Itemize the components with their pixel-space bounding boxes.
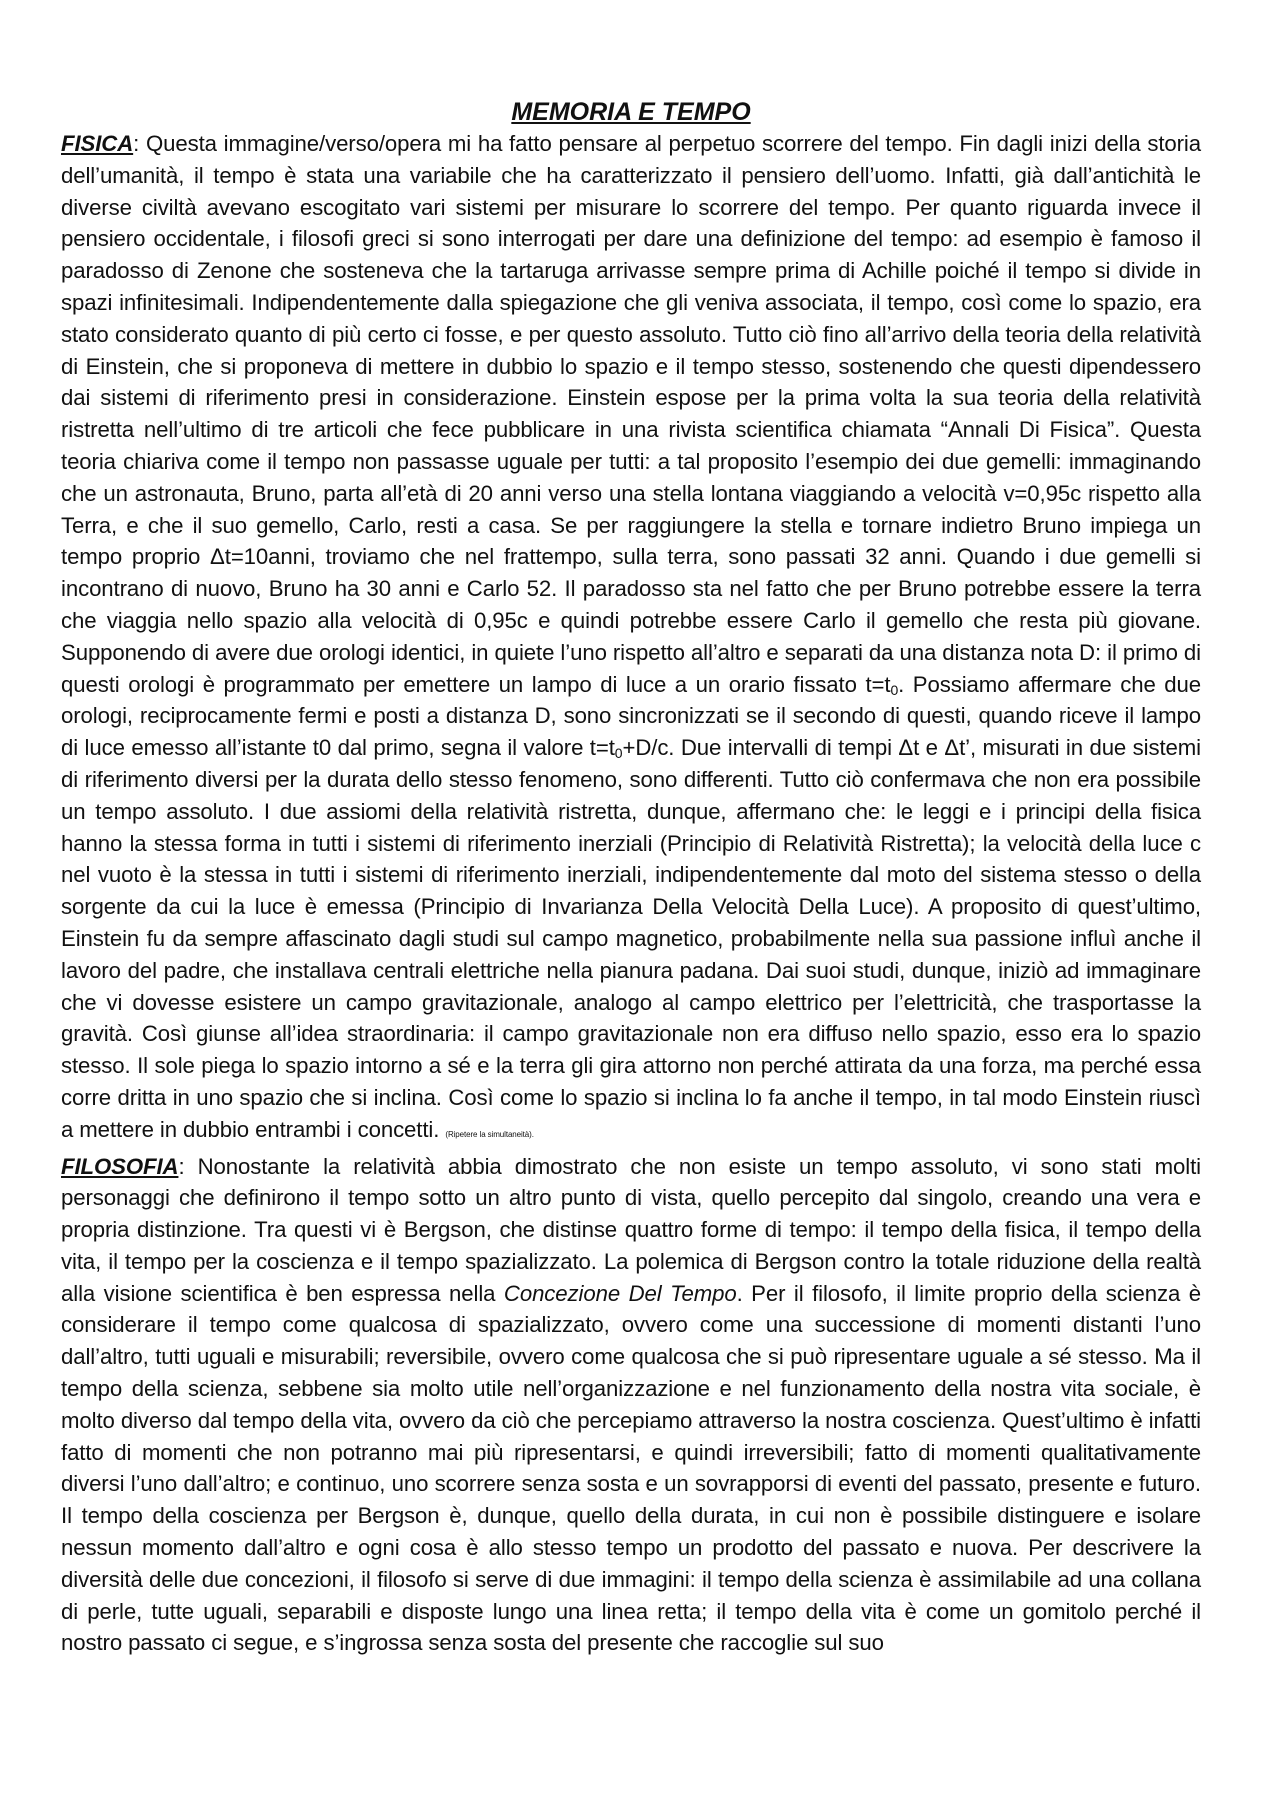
filosofia-text-part-2: . Per il filosofo, il limite proprio della scienza è considerare il tempo come qualcosa di spazializzato, ovvero come una successione di momenti distanti l’uno dall’altro, tutti uguali e misurabili; reversibile, ovvero come qualcosa che si può ripresentare uguale a sé stesso. Ma il tempo della scienza, sebbene sia molto utile nell’organizzazione e nel funzionamento della nostra vita sociale, è molto diverso dal tempo della vita, ovvero da ciò che percepiamo attraverso la nostra coscienza. Quest’ultimo è infatti fatto di momenti che non potranno mai più ripresentarsi, e quindi irreversibili; fatto di momenti qualitativamente diversi l’uno dall’altro; e continuo, uno scorrere senza sosta e un sovrapporsi di eventi del passato, presente e futuro. Il tempo della coscienza per Bergson è, dunque, quello della durata, in cui non è possibile distinguere e isolare nessun momento dall’altro e ogni cosa è allo stesso tempo un prodotto del passato e nuova. Per descrivere la diversità delle due concezioni, il filosofo si serve di due immagini: il tempo della scienza è assimilabile ad una collana di perle, tutte uguali, separabili e disposte lungo una linea retta; il tempo della vita è come un gomitolo perché il nostro passato ci segue, e s’ingrossa senza sosta del presente che raccoglie sul suo [61,1280,1201,1656]
fisica-subscript-2: 0 [614,745,623,762]
fisica-subscript-1: 0 [890,681,899,698]
fisica-text-part-2: . Possiamo affermare che due orologi, reciprocamente fermi e posti a distanza D, sono sincronizzati se il secondo di questi, quando riceve il lampo di luce emesso all’istante t0 dal primo, segna il valore t=t [61,671,1202,761]
fisica-note: (Ripetere la simultaneità). [445,1129,534,1139]
filosofia-label: FILOSOFIA [61,1153,179,1179]
filosofia-section [61,1151,1201,1660]
filosofia-italic-title: Concezione Del Tempo [503,1280,737,1306]
document-title: MEMORIA E TEMPO [511,98,751,126]
fisica-section [61,128,1201,1151]
fisica-text-part-3: +D/c. Due intervalli di tempi Δt e Δt’, misurati in due sistemi di riferimento diversi per la durata dello stesso fenomeno, sono differenti. Tutto ciò confermava che non era possibile un tempo assoluto. I due assiomi della relatività ristretta, dunque, affermano che: le leggi e i principi della fisica hanno la stessa forma in tutti i sistemi di riferimento inerziali (Principio di Relatività Ristretta); la velocità della luce c nel vuoto è la stessa in tutti i sistemi di riferimento inerziali, indipendentemente dal moto del sistema stesso o della sorgente da cui la luce è emessa (Principio di Invarianza Della Velocità Della Luce). A proposito di quest’ultimo, Einstein fu da sempre affascinato dagli studi sul campo magnetico, probabilmente nella sua passione influì anche il lavoro del padre, che installava centrali elettriche nella pianura padana. Dai suoi studi, dunque, iniziò ad immaginare che vi dovesse esistere un campo gravitazionale, analogo al campo elettrico per l’elettricità, che trasportasse la gravità. Così giunse all’idea straordinaria: il campo gravitazionale non era diffuso nello spazio, esso era lo spazio stesso. Il sole piega lo spazio intorno a sé e la terra gli gira attorno non perché attirata da una forza, ma perché essa corre dritta in uno spazio che si inclina. Così come lo spazio si inclina lo fa anche il tempo, in tal modo Einstein riuscì a mettere in dubbio entrambi i concetti. [61,735,1201,1142]
fisica-text-part-1: Questa immagine/verso/opera mi ha fatto pensare al perpetuo scorrere del tempo. Fin dagli inizi della storia dell’umanità, il tempo è stata una variabile che ha caratterizzato il pensiero dell’uomo. Infatti, già dall’antichità le diverse civiltà avevano escogitato vari sistemi per misurare lo scorrere del tempo. Per quanto riguarda invece il pensiero occidentale, i filosofi greci si sono interrogati per dare una definizione del tempo: ad esempio è famoso il paradosso di Zenone che sosteneva che la tartaruga arrivasse sempre prima di Achille poiché il tempo si divide in spazi infinitesimali. Indipendentemente dalla spiegazione che gli veniva associata, il tempo, così come lo spazio, era stato considerato quanto di più certo ci fosse, e per questo assoluto. Tutto ciò fino all’arrivo della teoria della relatività di Einstein, che si proponeva di mettere in dubbio lo spazio e il tempo stesso, sostenendo che questi dipendessero dai sistemi di riferimento presi in considerazione. Einstein espose per la prima volta la sua teoria della relatività ristretta nell’ultimo di tre articoli che fece pubblicare in una rivista scientifica chiamata “Annali Di Fisica”. Questa teoria chiariva come il tempo non passasse uguale per tutti: a tal proposito l’esempio dei due gemelli: immaginando che un astronauta, Bruno, parta all’età di 20 anni verso una stella lontana viaggiando a velocità v=0,95c rispetto alla Terra, e che il suo gemello, Carlo, resti a casa. Se per raggiungere la stella e tornare indietro Bruno impiega un tempo proprio Δt=10anni, troviamo che nel frattempo, sulla terra, sono passati 32 anni. Quando i due gemelli si incontrano di nuovo, Bruno ha 30 anni e Carlo 52. Il paradosso sta nel fatto che per Bruno potrebbe essere la terra che viaggia nello spazio alla velocità di 0,95c e quindi potrebbe essere Carlo il gemello che resta più giovane. Supponendo di avere due orologi identici, in quiete l’uno rispetto all’altro e separati da una distanza nota D: il primo di questi orologi è programmato per emettere un lampo di luce a un orario fissato t=t [61,131,1201,697]
filosofia-text-part-1: Nonostante la relatività abbia dimostrato che non esiste un tempo assoluto, vi sono stati molti personaggi che definirono il tempo sotto un altro punto di vista, quello percepito dal singolo, creando una vera e propria distinzione. Tra questi vi è Bergson, che distinse quattro forme di tempo: il tempo della fisica, il tempo della vita, il tempo per la coscienza e il tempo spazializzato. La polemica di Bergson contro la totale riduzione della realtà alla visione scientifica è ben espressa nella [61,1153,1201,1306]
filosofia-colon: : [178,1153,198,1179]
document-page [61,96,1201,1659]
fisica-label: FISICA [61,131,134,156]
fisica-colon: : [133,131,146,156]
